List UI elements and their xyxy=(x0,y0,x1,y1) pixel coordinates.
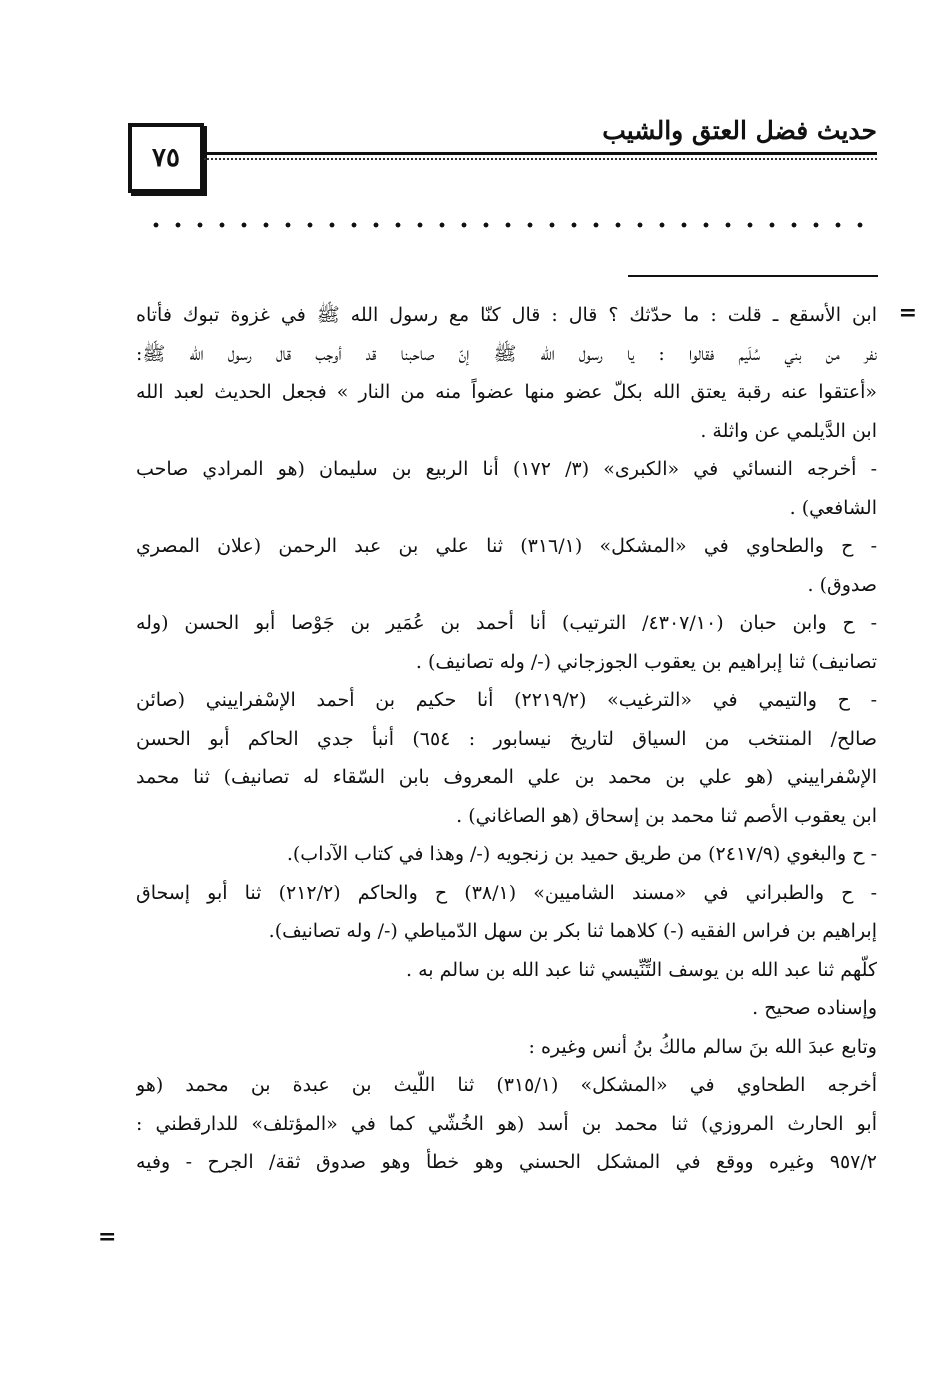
text-line: ابن الدَّيلمي عن واثلة . xyxy=(700,419,877,442)
text-line: - ح والطحاوي في «المشكل» (٣١٦/١) ثنا علي بن عبد الرحمن (علان المصري xyxy=(136,535,877,557)
text-line: أخرجه الطحاوي في «المشكل» (٣١٥/١) ثنا اللّيث بن عبدة بن محمد (هو xyxy=(136,1074,877,1096)
text-line: صالح/ المنتخب من السياق لتاريخ نيسابور : ٦٥٤) أنبأ جدي الحاكم أبو الحسن xyxy=(136,727,877,750)
text-line: ٩٥٧/٢ وغيره ووقع في المشكل الحسني وهو خطأ وهو صدوق ثقة/ الجرح - وفيه xyxy=(136,1151,877,1173)
page-number: ٧٥ xyxy=(152,143,180,173)
text-line: الشافعي) . xyxy=(789,496,877,519)
text-line: - ح والطبراني في «مسند الشاميين» (٣٨/١) ح والحاكم (٢١٢/٢) ثنا أبو إسحاق xyxy=(136,881,877,904)
dotted-separator xyxy=(145,222,877,228)
text-line: إبراهيم بن فراس الفقيه (-) كلاهما ثنا بكر بن سهل الدّمياطي (-/ وله تصانيف). xyxy=(268,920,877,942)
text-line: ابن الأسقع ـ قلت : ما حدّثك ؟ قال : قال كنّا مع رسول الله ﷺ في غزوة تبوك فأتاه xyxy=(136,304,877,326)
running-title: حديث فضل العتق والشيب xyxy=(602,116,877,145)
text-line: - أخرجه النسائي في «الكبرى» (٣/ ١٧٢) أنا الربيع بن سليمان (هو المرادي صاحب xyxy=(136,458,877,480)
header-rule-solid xyxy=(204,152,877,155)
text-line: الإسْفراييني (هو علي بن محمد بن علي المعروف بابن السّقاء له تصانيف) ثنا محمد xyxy=(136,766,877,788)
footnote-text xyxy=(136,296,877,1182)
page-number-box xyxy=(128,123,204,193)
text-line: - ح والبغوي (٢٤١٧/٩) من طريق حميد بن زنجويه (-/ وهذا في كتاب الآداب). xyxy=(286,843,877,865)
text-line: - ح وابن حبان (٤٣٠٧/١٠/ الترتيب) أنا أحمد بن عُمَير بن جَوْصا أبو الحسن (وله xyxy=(136,612,877,634)
continuation-mark-bottom: = xyxy=(98,1224,117,1250)
text-line: أبو الحارث المروزي) ثنا محمد بن أسد (هو الخُشّي كما في «المؤتلف» للدارقطني : xyxy=(136,1112,877,1135)
header-rule xyxy=(204,152,877,164)
continuation-mark-top: = xyxy=(898,300,917,326)
text-line: كلّهم ثنا عبد الله بن يوسف التِّنِّيسي ثنا عبد الله بن سالم به . xyxy=(406,958,877,981)
header-rule-dotted xyxy=(204,158,877,160)
text-line: ابن يعقوب الأصم ثنا محمد بن إسحاق (هو الصاغاني) . xyxy=(456,804,877,827)
text-line: تصانيف) ثنا إبراهيم بن يعقوب الجوزجاني (-/ وله تصانيف) . xyxy=(415,650,877,673)
text-line: وإسناده صحيح . xyxy=(752,997,877,1019)
footnote-rule xyxy=(628,275,878,277)
text-line: وتابع عبدَ الله بنَ سالم مالكُ بنُ أنس وغيره : xyxy=(528,1035,877,1058)
text-line: صدوق) . xyxy=(807,573,877,596)
text-line: «أعتقوا عنه رقبة يعتق الله بكلّ عضو منها عضواً منه من النار » فجعل الحديث لعبد الله xyxy=(136,381,877,403)
text-line: نفر من بني سُلَيم فقالوا : يا رسول الله ﷺ إنّ صاحبنا قد أوجب قال رسول الله ﷺ: xyxy=(136,342,877,365)
text-line: - ح والتيمي في «الترغيب» (٢٢١٩/٢) أنا حكيم بن أحمد الإسْفراييني (صائن xyxy=(136,689,877,711)
